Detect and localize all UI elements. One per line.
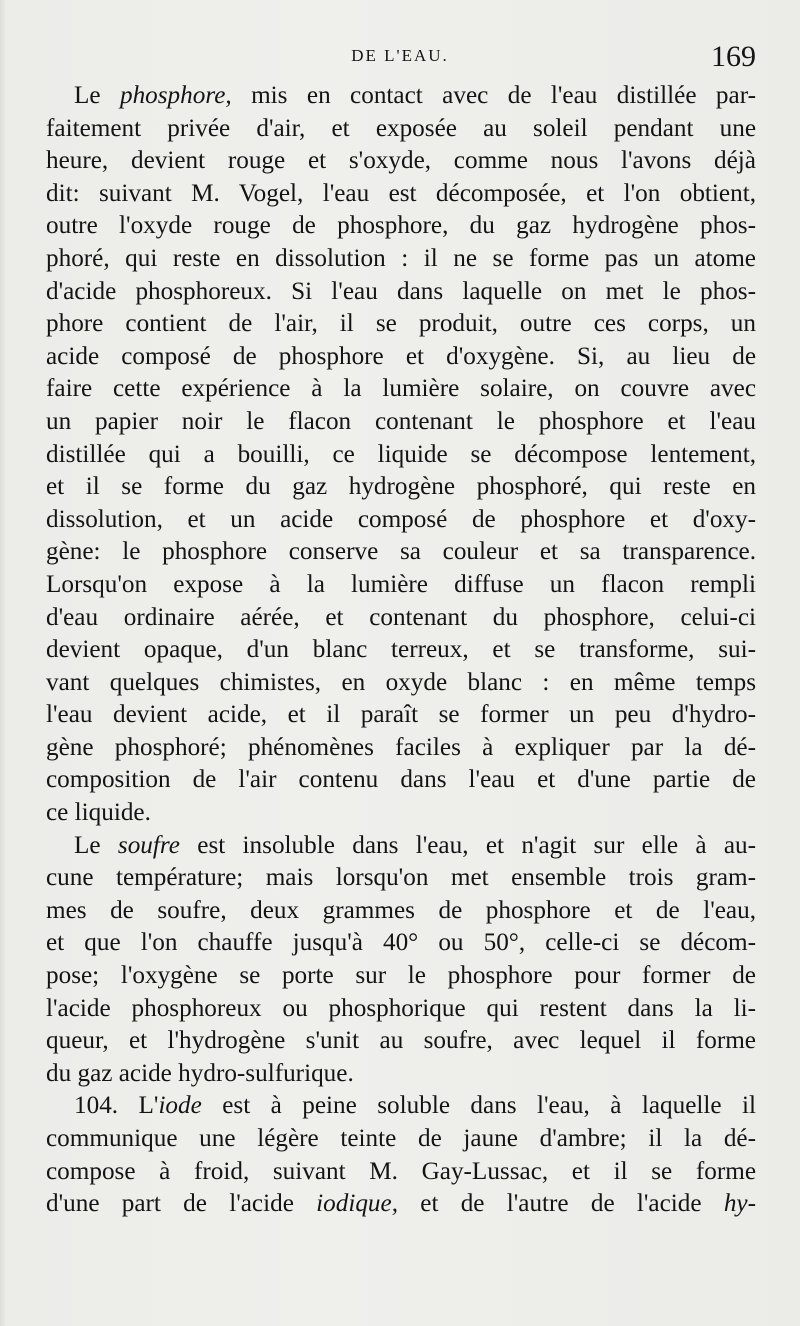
text-segment: pose; l'oxygène se porte sur le phosphore pour former de — [46, 962, 756, 990]
text-line — [46, 178, 756, 211]
text-line — [46, 602, 756, 635]
text-line — [46, 341, 756, 374]
italic-term: iodique, — [316, 1190, 398, 1218]
text-segment: est à peine soluble dans l'eau, à laquelle il — [201, 1092, 756, 1120]
text-segment: Le — [74, 831, 118, 859]
text-line — [46, 80, 756, 113]
text-line — [46, 797, 756, 830]
text-segment: Le — [74, 82, 120, 109]
text-segment: compose à froid, suivant M. Gay-Lussac, et il se forme — [46, 1157, 756, 1185]
text-segment: outre l'oxyde rouge de phosphore, du gaz hydrogène phos- — [46, 212, 756, 240]
text-segment: et il se forme du gaz hydrogène phosphoré, qui reste en — [46, 473, 756, 501]
text-line — [46, 308, 756, 341]
text-segment: d'une part de l'acide — [46, 1190, 317, 1218]
page-number: 169 — [711, 40, 756, 73]
text-line — [46, 1058, 756, 1091]
text-segment: gène phosphoré; phénomènes faciles à expliquer par la dé- — [46, 733, 756, 761]
italic-term: phosphore, — [119, 82, 232, 109]
body-text — [46, 80, 756, 1221]
text-line — [46, 732, 756, 765]
text-segment: faire cette expérience à la lumière solaire, on couvre avec — [46, 375, 756, 403]
text-line — [46, 895, 756, 928]
text-segment: devient opaque, d'un blanc terreux, et se transforme, sui- — [46, 636, 756, 664]
text-segment: phoré, qui reste en dissolution : il ne se forme pas un atome — [46, 244, 756, 272]
italic-term: hy- — [723, 1190, 756, 1218]
text-segment: 104. L' — [74, 1092, 159, 1120]
text-segment: vant quelques chimistes, en oxyde blanc : en même temps — [46, 668, 756, 696]
text-line — [46, 569, 756, 602]
text-segment: et que l'on chauffe jusqu'à 40° ou 50°, celle-ci se décom- — [46, 929, 756, 957]
text-segment: un papier noir le flacon contenant le phosphore et l'eau — [46, 407, 756, 435]
text-line — [46, 1156, 756, 1189]
text-segment: heure, devient rouge et s'oxyde, comme nous l'avons déjà — [46, 147, 756, 175]
text-segment: gène: le phosphore conserve sa couleur et sa transparence. — [46, 538, 756, 566]
italic-term: iode — [158, 1092, 202, 1120]
running-head — [0, 40, 800, 74]
text-segment: l'acide phosphoreux ou phosphorique qui restent dans la li- — [46, 994, 756, 1022]
text-line — [46, 276, 756, 309]
text-segment: ce liquide. — [46, 799, 151, 827]
italic-term: soufre — [117, 831, 180, 859]
text-line — [46, 960, 756, 993]
text-segment: et de l'autre de l'acide — [398, 1190, 724, 1218]
text-line — [46, 830, 756, 863]
text-segment: faitement privée d'air, et exposée au soleil pendant une — [46, 114, 756, 142]
text-segment: queur, et l'hydrogène s'unit au soufre, avec lequel il forme — [46, 1027, 756, 1055]
text-line — [46, 634, 756, 667]
text-line — [46, 471, 756, 504]
text-segment: Lorsqu'on expose à la lumière diffuse un flacon rempli — [46, 570, 756, 598]
text-segment: composition de l'air contenu dans l'eau et d'une partie de — [46, 766, 756, 794]
text-line — [46, 406, 756, 439]
text-segment: dit: suivant M. Vogel, l'eau est décomposée, et l'on obtient, — [46, 179, 756, 207]
text-segment: d'acide phosphoreux. Si l'eau dans laquelle on met le phos- — [46, 277, 756, 305]
text-line — [46, 1188, 756, 1221]
text-segment: dissolution, et un acide composé de phosphore et d'oxy- — [46, 505, 756, 533]
text-segment: mes de soufre, deux grammes de phosphore et de l'eau, — [46, 896, 756, 924]
text-line — [46, 373, 756, 406]
text-line — [46, 113, 756, 146]
text-line — [46, 536, 756, 569]
text-line — [46, 699, 756, 732]
text-segment: du gaz acide hydro-sulfurique. — [46, 1059, 354, 1087]
text-line — [46, 243, 756, 276]
text-segment: d'eau ordinaire aérée, et contenant du phosphore, celui-ci — [46, 603, 756, 631]
running-title: DE L'EAU. — [351, 46, 449, 65]
text-segment: cune température; mais lorsqu'on met ensemble trois gram- — [46, 864, 756, 892]
text-line — [46, 862, 756, 895]
text-line — [46, 1090, 756, 1123]
text-line — [46, 764, 756, 797]
text-segment: communique une légère teinte de jaune d'ambre; il la dé- — [46, 1125, 756, 1152]
text-line — [46, 1123, 756, 1156]
text-segment: phore contient de l'air, il se produit, outre ces corps, un — [46, 310, 756, 338]
text-line — [46, 504, 756, 537]
text-segment: mis en contact avec de l'eau distillée par- — [231, 82, 756, 109]
text-line — [46, 145, 756, 178]
text-line — [46, 210, 756, 243]
text-line — [46, 1025, 756, 1058]
text-line — [46, 439, 756, 472]
text-line — [46, 927, 756, 960]
text-segment: distillée qui a bouilli, ce liquide se décompose lentement, — [46, 440, 756, 468]
text-segment: l'eau devient acide, et il paraît se former un peu d'hydro- — [46, 701, 756, 729]
text-segment: est insoluble dans l'eau, et n'agit sur elle à au- — [179, 831, 756, 859]
text-line — [46, 993, 756, 1026]
text-line — [46, 667, 756, 700]
text-segment: acide composé de phosphore et d'oxygène. Si, au lieu de — [46, 342, 756, 370]
